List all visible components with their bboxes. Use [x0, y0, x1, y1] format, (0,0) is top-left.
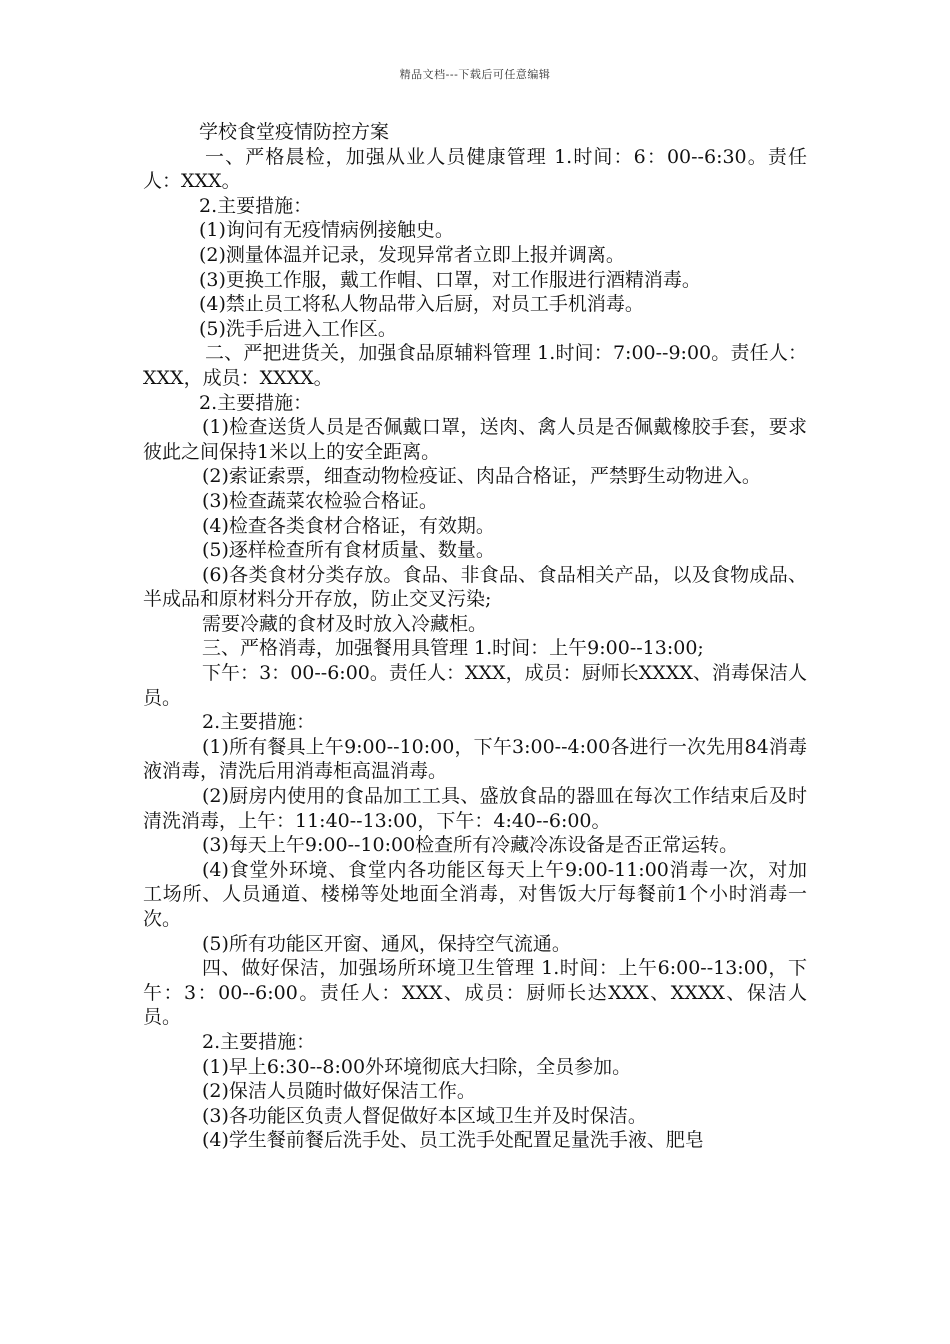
- list-item: (3)更换工作服，戴工作帽、口罩，对工作服进行酒精消毒。: [199, 268, 701, 291]
- list-item: (5)洗手后进入工作区。: [199, 317, 397, 340]
- list-item: (2)索证索票，细查动物检疫证、肉品合格证，严禁野生动物进入。: [202, 465, 761, 488]
- list-item: (2)保洁人员随时做好保洁工作。: [202, 1080, 476, 1103]
- list-item: (4)禁止员工将私人物品带入后厨，对员工手机消毒。: [199, 293, 644, 316]
- list-item: (3)每天上午9:00--10:00检查所有冷藏冷冻设备是否正常运转。: [202, 834, 739, 857]
- document-title: 学校食堂疫情防控方案: [199, 121, 390, 143]
- list-item: (3)检查蔬菜农检验合格证。: [202, 489, 438, 512]
- measures-heading: 2.主要措施：: [202, 711, 316, 734]
- document-body: [143, 120, 807, 1153]
- list-item: 需要冷藏的食材及时放入冷藏柜。: [202, 612, 488, 635]
- list-item: (4)食堂外环境、食堂内各功能区每天上午9:00-11:00消毒一次，对加工场所、人员通道、楼梯等处地面全消毒，对售饭大厅每餐前1个小时消毒一次。: [143, 858, 807, 930]
- list-item: (4)检查各类食材合格证，有效期。: [202, 514, 495, 537]
- section-heading-4: 四、做好保洁，加强场所环境卫生管理 1.时间：上午6:00--13:00，下午：3：00--6:00。责任人：XXX、成员：厨师长达XXX、XXXX、保洁人员。: [143, 957, 807, 1029]
- list-item: (5)逐样检查所有食材质量、数量。: [202, 539, 495, 562]
- section-heading-1: 一、严格晨检，加强从业人员健康管理 1.时间：6：00--6:30。责任人：XXX。: [143, 145, 807, 193]
- list-item: (5)所有功能区开窗、通风，保持空气流通。: [202, 932, 571, 955]
- list-item: (3)各功能区负责人督促做好本区域卫生并及时保洁。: [202, 1104, 647, 1127]
- measures-heading: 2.主要措施：: [199, 194, 313, 217]
- section-heading-3: 三、严格消毒，加强餐用具管理 1.时间：上午9:00--13:00;: [202, 637, 704, 660]
- section-time-line: 下午：3：00--6:00。责任人：XXX，成员：厨师长XXXX、消毒保洁人员。: [143, 662, 807, 709]
- page-header: 精品文档---下载后可任意编辑: [399, 68, 551, 81]
- measures-heading: 2.主要措施：: [202, 1030, 316, 1053]
- list-item: (4)学生餐前餐后洗手处、员工洗手处配置足量洗手液、肥皂: [202, 1129, 704, 1152]
- list-item: (1)早上6:30--8:00外环境彻底大扫除，全员参加。: [202, 1055, 632, 1078]
- list-item: (1)所有餐具上午9:00--10:00，下午3:00--4:00各进行一次先用84消毒液消毒，清洗后用消毒柜高温消毒。: [143, 735, 807, 783]
- list-item: (2)厨房内使用的食品加工工具、盛放食品的器皿在每次工作结束后及时清洗消毒，上午：11:40--13:00，下午：4:40--6:00。: [143, 785, 807, 832]
- measures-heading: 2.主要措施：: [199, 391, 313, 414]
- list-item: (1)检查送货人员是否佩戴口罩，送肉、禽人员是否佩戴橡胶手套，要求彼此之间保持1米以上的安全距离。: [143, 416, 807, 463]
- list-item: (1)询问有无疫情病例接触史。: [199, 219, 454, 242]
- list-item: (2)测量体温并记录，发现异常者立即上报并调离。: [199, 243, 625, 266]
- list-item: (6)各类食材分类存放。食品、非食品、食品相关产品，以及食物成品、半成品和原材料分开存放，防止交叉污染;: [143, 563, 807, 611]
- section-heading-2: 二、严把进货关，加强食品原辅料管理 1.时间：7:00--9:00。责任人：XXX，成员：XXXX。: [143, 342, 807, 389]
